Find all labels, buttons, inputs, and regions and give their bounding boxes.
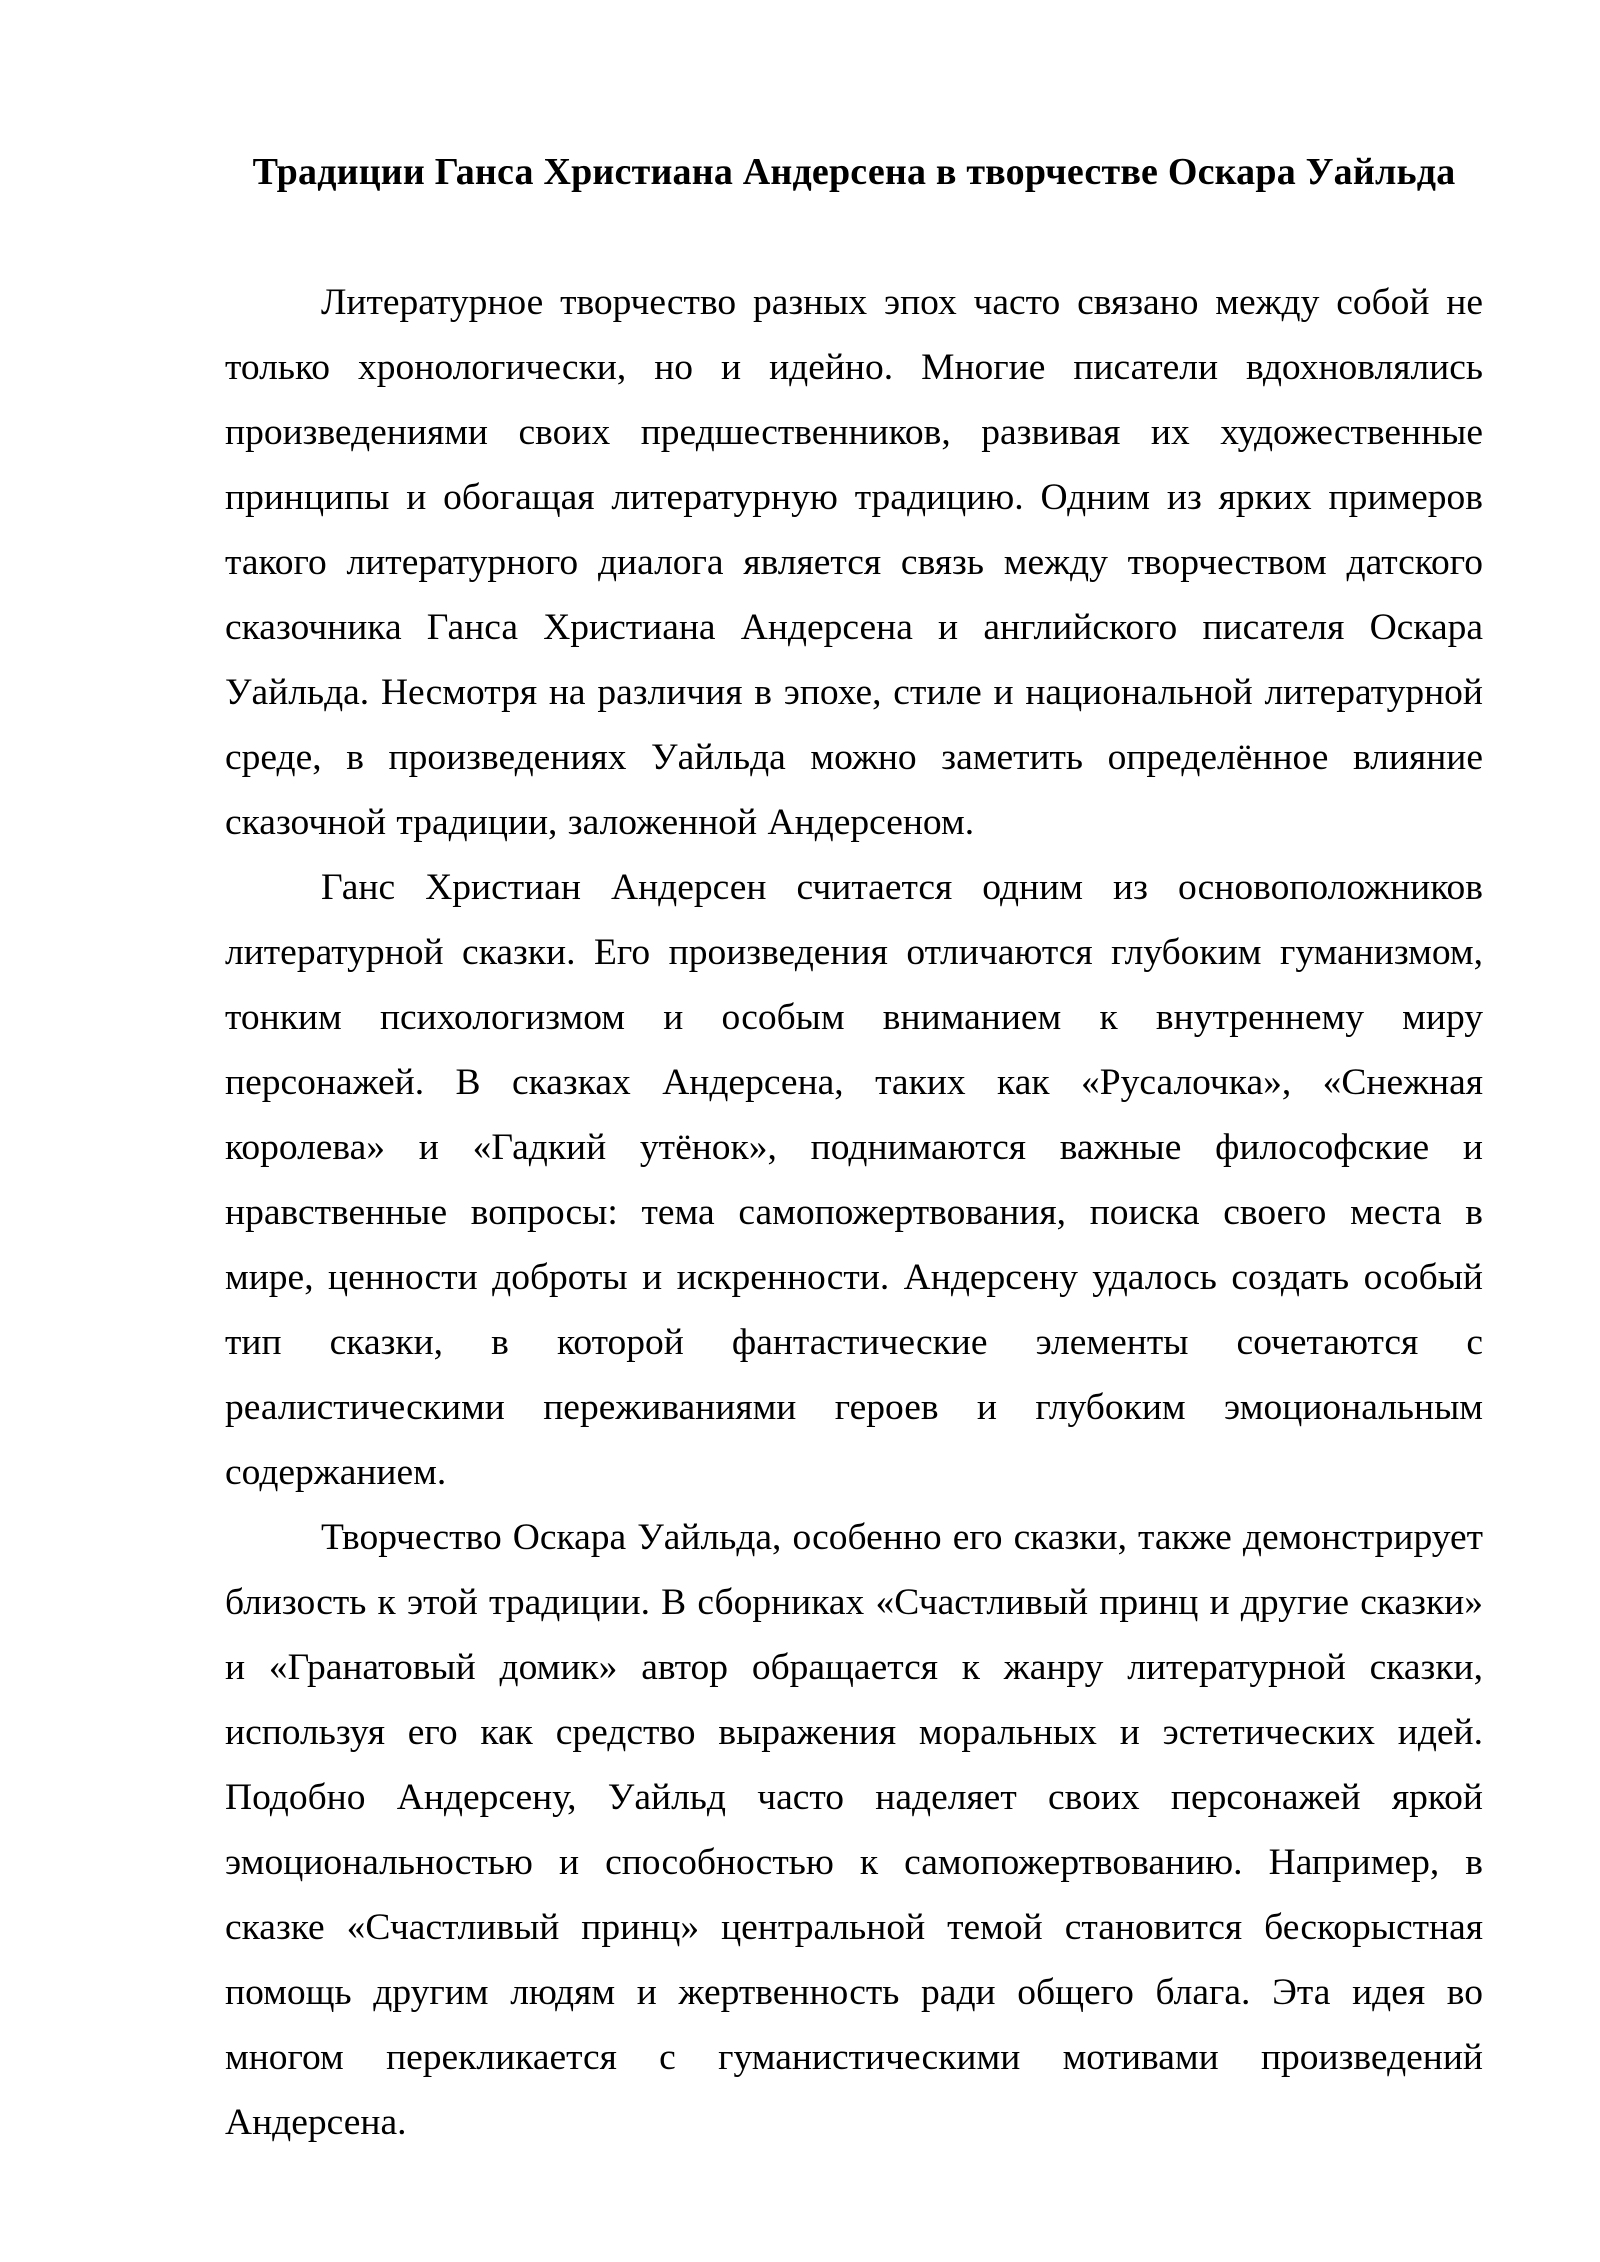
paragraph-wilde: Творчество Оскара Уайльда, особенно его сказки, также демонстрирует близость к этой традиции. В сборниках «Счастливый принц и другие сказки» и «Гранатовый домик» автор обращается к жанру литературной сказки, используя его как средство выражения моральных и эстетических идей. Подобно Андерсену, Уайльд часто наделяет своих персонажей яркой эмоциональностью и способностью к самопожертвованию. Например, в сказке «Счастливый принц» центральной темой становится бескорыстная помощь другим людям и жертвенность ради общего блага. Эта идея во многом перекликается с гуманистическими мотивами произведений Андерсена.	[225, 1517, 1483, 2143]
paragraph-andersen: Ганс Христиан Андерсен считается одним из основоположников литературной сказки. Его произведения отличаются глубоким гуманизмом, тонким психологизмом и особым вниманием к внутреннему миру персонажей. В сказках Андерсена, таких как «Русалочка», «Снежная королева» и «Гадкий утёнок», поднимаются важные философские и нравственные вопросы: тема самопожертвования, поиска своего места в мире, ценности доброты и искренности. Андерсену удалось создать особый тип сказки, в которой фантастические элементы сочетаются с реалистическими переживаниями героев и глубоким эмоциональным содержанием.	[225, 867, 1483, 1493]
document-title: Традиции Ганса Христиана Андерсена в творчестве Оскара Уайльда	[252, 151, 1456, 193]
paragraph-intro: Литературное творчество разных эпох часто связано между собой не только хронологически, но и идейно. Многие писатели вдохновлялись произведениями своих предшественников, развивая их художественные принципы и обогащая литературную традицию. Одним из ярких примеров такого литературного диалога является связь между творчеством датского сказочника Ганса Христиана Андерсена и английского писателя Оскара Уайльда. Несмотря на различия в эпохе, стиле и национальной литературной среде, в произведениях Уайльда можно заметить определённое влияние сказочной традиции, заложенной Андерсеном.	[225, 282, 1483, 843]
